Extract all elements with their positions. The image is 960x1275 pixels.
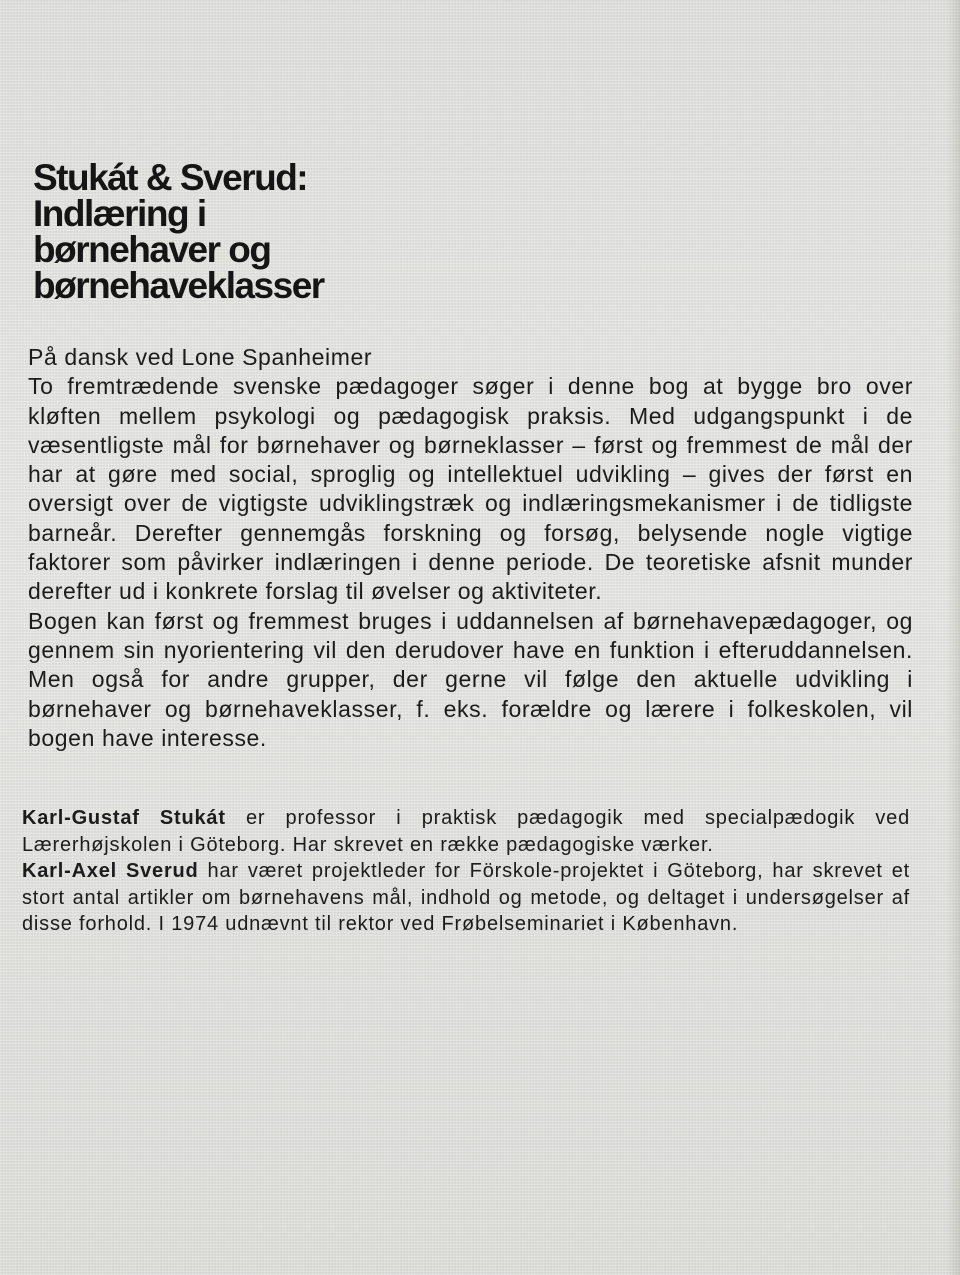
blurb-paragraph-1: To fremtrædende svenske pædagoger søger i denne bog at bygge bro over kløften mellem psykologi og pædagogisk praksis. Med udgangspunkt i de væsentligste mål for børnehaver og børneklasser – først og fremmest de mål der har at gøre med social, sproglig og intellektuel udvikling – gives der først en oversigt over de vigtigste udviklingstræk og indlæringsmekanismer i de tidligste barneår. Derefter gennemgås forskning og forsøg, belysende nogle vigtige faktorer som påvirker indlæringen i denne periode. De teoretiske afsnit munder derefter ud i konkrete forslag til øvelser og aktiviteter. xyxy=(28,373,913,605)
blurb-text xyxy=(28,343,913,753)
author-name-1: Karl-Gustaf Stukát xyxy=(22,807,226,829)
author-bio-2 xyxy=(22,858,910,938)
author-bios xyxy=(22,805,910,938)
title-line-authors: Stukát & Sverud: xyxy=(33,157,308,198)
blurb-paragraph-2: Bogen kan først og fremmest bruges i uddannelsen af børnehavepædagoger, og gennem sin nyorientering vil den derudover have en funktion i efteruddannelsen. Men også for andre grupper, der gerne vil følge den aktuelle udvikling i børnehaver og børnehaveklasser, f. eks. forældre og lærere i folkeskolen, vil bogen have interesse. xyxy=(28,607,913,751)
title-line-3: børnehaveklasser xyxy=(33,265,324,306)
author-bio-text-2: har været projektleder for Förskole-projektet i Göteborg, har skrevet et stort antal artikler om børnehavens mål, indhold og metode, og deltaget i undersøgelser af disse forhold. I 1974 udnævnt til rektor ved Frøbelseminariet i København. xyxy=(22,860,910,935)
title-line-2: børnehaver og xyxy=(33,229,271,270)
author-name-2: Karl-Axel Sverud xyxy=(22,860,199,882)
book-title xyxy=(33,157,453,306)
author-bio-text-1: er professor i praktisk pædagogik med specialpædogik ved Lærerhøjskolen i Göteborg. Har skrevet en række pædagogiske værker. xyxy=(22,807,910,856)
title-line-1: Indlæring i xyxy=(33,193,206,234)
translator-line: På dansk ved Lone Spanheimer xyxy=(28,344,373,370)
cover-edge-shadow xyxy=(946,0,960,1275)
author-bio-1 xyxy=(22,805,910,858)
